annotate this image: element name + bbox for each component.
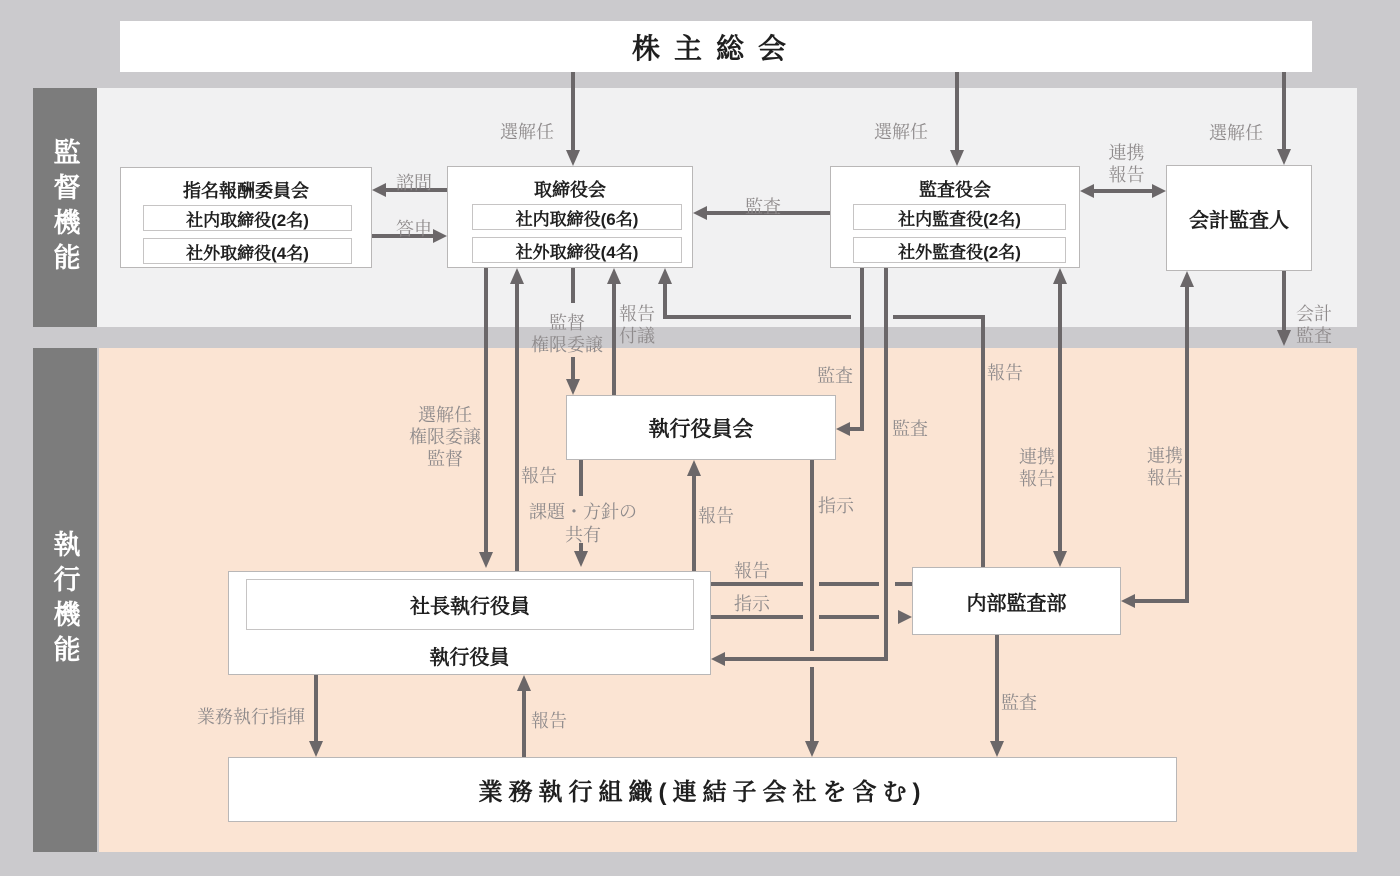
edge-coop-right-h: [1135, 599, 1189, 603]
arrowhead-coop-top-left: [1080, 184, 1094, 198]
edge-report-president-board: [515, 284, 519, 571]
label-rp-line1: 報告: [619, 304, 655, 324]
arrowhead-supervise-delegate: [566, 379, 580, 395]
audit-board-title: 監査役会: [919, 180, 991, 200]
exec-committee-title: 執行役員会: [648, 417, 754, 441]
label-issues: [528, 501, 638, 547]
edge-appoint-auditboard: [955, 72, 959, 150]
audit-board-member-external: 社外監査役(2名): [853, 237, 1066, 263]
edge-exec-command: [314, 675, 318, 741]
arrowhead-appoint-president: [479, 552, 493, 568]
box-president-exec-officer: 社長執行役員: [246, 579, 694, 630]
arrowhead-report-president-board: [510, 268, 524, 284]
audit-board-member-internal: 社内監査役(2名): [853, 204, 1066, 230]
label-audit-execcom: 監査: [817, 366, 853, 386]
arrowhead-coop-top-right: [1152, 184, 1166, 198]
edge-appoint-auditor: [1282, 72, 1286, 149]
arrowhead-coop-mid-up: [1053, 268, 1067, 284]
arrowhead-appoint-auditboard: [950, 150, 964, 166]
sidebar-executive-function: [33, 348, 97, 852]
label-accounting-audit-line1: 会計: [1296, 304, 1332, 324]
arrowhead-audit-execcom: [836, 422, 850, 436]
sidebar-executive-label: 執行機能: [49, 530, 80, 670]
edge-instruct-bizorg-b: [810, 667, 814, 741]
accounting-auditor-title: 会計監査人: [1189, 209, 1289, 232]
label-exec-command: 業務執行指揮: [197, 707, 305, 727]
edge-issues-a: [579, 460, 583, 496]
label-coop-right: [1146, 445, 1184, 489]
label-report-ia-pres: 報告: [734, 561, 770, 581]
shareholders-title: 株主総会: [631, 32, 800, 64]
label-coop-right-line2: 報告: [1147, 468, 1183, 488]
edge-report-proposal: [612, 284, 616, 395]
board-member-external: 社外取締役(4名): [472, 237, 682, 263]
label-appoint-auditboard: 選解任: [874, 122, 928, 142]
label-coop-mid: [1018, 446, 1056, 490]
label-audit-officers: 監査: [892, 419, 928, 439]
label-ads-line2: 権限委譲: [409, 427, 481, 447]
arrowhead-audit-officers: [711, 652, 725, 666]
internal-audit-title: 内部監査部: [966, 592, 1067, 615]
box-nomination-committee: [120, 167, 372, 268]
edge-audit-execcom-v: [860, 268, 864, 431]
edge-report-ia-board-h1: [663, 315, 851, 319]
label-accounting-audit: [1296, 303, 1332, 347]
label-audit-board: 監査: [745, 197, 781, 217]
box-biz-org: [228, 757, 1177, 822]
edge-coop-top: [1094, 189, 1152, 193]
arrowhead-audit-board: [693, 206, 707, 220]
edge-report-ia-pres-c: [895, 582, 912, 586]
arrowhead-appoint-auditor: [1277, 149, 1291, 165]
label-appoint-delegate-supervise: [403, 404, 487, 470]
label-ads-line1: 選解任: [418, 405, 472, 425]
label-coop-top: [1098, 142, 1155, 186]
arrowhead-coop-right-left: [1121, 594, 1135, 608]
arrowhead-issues: [574, 551, 588, 567]
nomination-member-external: 社外取締役(4名): [143, 238, 352, 264]
arrowhead-reply: [433, 229, 447, 243]
edge-supervise-delegate-b: [571, 357, 575, 379]
box-executive-officers: [228, 571, 711, 675]
label-reply: 答申: [396, 219, 432, 239]
arrowhead-accounting-audit: [1277, 330, 1291, 346]
board-title: 取締役会: [534, 180, 606, 200]
label-coop-top-line1: 連携: [1108, 143, 1145, 163]
executive-officers-title: 執行役員: [429, 647, 510, 669]
label-consult: 諮問: [396, 173, 432, 193]
edge-audit-officers-v: [884, 268, 888, 661]
arrowhead-report-ia-board: [658, 268, 672, 284]
edge-appoint-board: [571, 72, 575, 150]
label-appoint-board: 選解任: [500, 122, 554, 142]
edge-report-pres-execcom: [692, 476, 696, 571]
arrowhead-report-pres-execcom: [687, 460, 701, 476]
edge-report-ia-pres-a: [707, 582, 803, 586]
arrowhead-audit-bizorg: [990, 741, 1004, 757]
label-appoint-auditor: 選解任: [1209, 123, 1263, 143]
edge-audit-execcom-h: [848, 427, 864, 431]
edge-report-ia-board-h2: [893, 315, 983, 319]
arrowhead-report-proposal: [607, 268, 621, 284]
edge-report-bizorg: [522, 691, 526, 757]
sidebar-supervisory-function: [33, 88, 97, 327]
label-report-president-board: 報告: [521, 466, 557, 486]
label-coop-top-line2: 報告: [1108, 165, 1145, 185]
edge-report-ia-pres-b: [819, 582, 879, 586]
label-audit-bizorg: 監査: [1001, 693, 1037, 713]
label-instruct-pres-ia: 指示: [734, 594, 770, 614]
label-sd-line2: 権限委譲: [531, 335, 603, 355]
arrowhead-coop-mid-down: [1053, 551, 1067, 567]
nomination-member-internal: 社内取締役(2名): [143, 205, 352, 231]
arrowhead-exec-command: [309, 741, 323, 757]
label-coop-mid-line1: 連携: [1019, 447, 1055, 467]
arrowhead-report-bizorg: [517, 675, 531, 691]
edge-coop-right-v: [1185, 287, 1189, 603]
label-instruct-bizorg: 指示: [818, 496, 854, 516]
label-coop-mid-line2: 報告: [1019, 469, 1055, 489]
edge-instruct-bizorg-a: [810, 460, 814, 651]
arrowhead-instruct-bizorg: [805, 741, 819, 757]
edge-audit-officers-h: [725, 657, 888, 661]
label-sd-line1: 監督: [549, 313, 585, 333]
label-coop-right-line1: 連携: [1147, 446, 1183, 466]
nomination-title: 指名報酬委員会: [183, 181, 309, 201]
box-exec-committee: [566, 395, 836, 460]
arrowhead-coop-right-up: [1180, 271, 1194, 287]
box-audit-board: [830, 166, 1080, 268]
label-accounting-audit-line2: 監査: [1296, 326, 1332, 346]
label-ads-line3: 監督: [427, 449, 463, 469]
arrowhead-consult: [372, 183, 386, 197]
edge-instruct-pres-ia-b: [819, 615, 879, 619]
edge-coop-mid: [1058, 284, 1062, 551]
box-accounting-auditor: [1166, 165, 1312, 271]
label-report-pres-execcom: 報告: [698, 506, 734, 526]
box-board-of-directors: [447, 166, 693, 268]
sidebar-supervisory-label: 監督機能: [49, 137, 80, 278]
arrowhead-instruct-pres-ia: [898, 610, 912, 624]
edge-report-ia-board-v2: [981, 315, 985, 567]
label-report-ia-board: 報告: [987, 363, 1023, 383]
label-issues-line2: 共有: [565, 525, 601, 545]
biz-org-title: 業務執行組織(連結子会社を含む): [478, 779, 927, 806]
label-report-bizorg: 報告: [531, 711, 567, 731]
label-report-proposal: [619, 303, 655, 347]
box-internal-audit: [912, 567, 1121, 635]
edge-report-ia-board-v1: [663, 284, 667, 317]
board-member-internal: 社内取締役(6名): [472, 204, 682, 230]
edge-accounting-audit: [1282, 271, 1286, 330]
box-shareholders-meeting: [120, 21, 1312, 72]
label-rp-line2: 付議: [619, 326, 655, 346]
label-supervise-delegate: [527, 312, 607, 356]
edge-audit-bizorg: [995, 635, 999, 741]
arrowhead-appoint-board: [566, 150, 580, 166]
edge-supervise-delegate-a: [571, 268, 575, 303]
label-issues-line1: 課題・方針の: [529, 502, 637, 522]
